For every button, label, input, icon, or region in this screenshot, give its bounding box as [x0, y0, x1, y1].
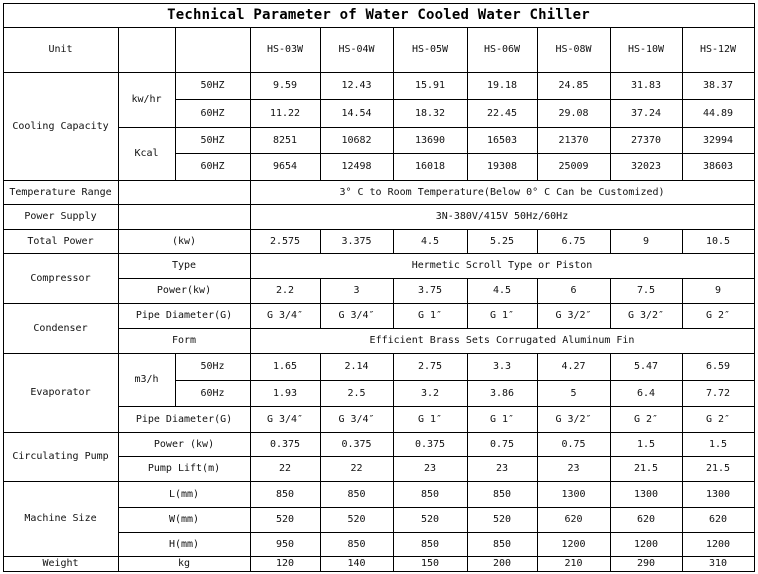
- cooling-capacity-value: 31.83: [630, 80, 662, 91]
- condenser-pipe-value: G 3/2″: [555, 310, 592, 321]
- evaporator-label: Evaporator: [30, 387, 91, 398]
- total-power-label: Total Power: [27, 235, 94, 247]
- pump-power-label: Power (kw): [153, 438, 215, 450]
- cooling-capacity-value: 21370: [558, 134, 589, 146]
- dimension-value: 1300: [633, 488, 659, 500]
- cooling-capacity-value: 22.45: [486, 107, 518, 119]
- cooling-capacity-value: 32023: [630, 161, 662, 172]
- circulating-pump-label: Circulating Pump: [12, 451, 109, 462]
- temperature-range-label: Temperature Range: [9, 186, 112, 198]
- total-power-value: 4.5: [420, 235, 440, 247]
- evaporator-flow-value: 6.59: [705, 361, 731, 372]
- pump-power-value: 0.375: [341, 438, 372, 450]
- dimension-value: 520: [420, 514, 440, 525]
- condenser-pipe-value: G 3/4″: [338, 310, 375, 321]
- dimension-value: 1300: [705, 488, 731, 500]
- weight-unit: kg: [177, 558, 191, 569]
- evaporator-flow-value: 2.75: [417, 361, 443, 372]
- dimension-value: 850: [492, 488, 512, 500]
- frequency-label: 50Hz: [200, 361, 225, 372]
- kw-unit-label: kw/hr: [131, 94, 162, 105]
- compressor-power-value: 4.5: [492, 285, 512, 296]
- evaporator-flow-value: 4.27: [561, 361, 586, 372]
- weight-label: Weight: [42, 558, 79, 569]
- cooling-capacity-value: 10682: [341, 134, 372, 146]
- evaporator-pipe-value: G 1″: [417, 413, 443, 425]
- cooling-capacity-value: 32994: [702, 134, 734, 146]
- dimension-value: 950: [275, 538, 295, 550]
- pump-lift-value: 22: [350, 463, 363, 474]
- evaporator-pipe-value: G 2″: [705, 413, 731, 425]
- cooling-capacity-value: 27370: [630, 134, 662, 146]
- unit-header: Unit: [48, 44, 73, 55]
- kcal-unit-label: Kcal: [134, 148, 159, 159]
- evaporator-flow-value: 3.86: [489, 387, 515, 399]
- dimension-value: 620: [564, 514, 583, 525]
- cooling-capacity-value: 11.22: [269, 107, 301, 119]
- model-header: HS-03W: [266, 44, 304, 55]
- evaporator-pipe-label: Pipe Diameter(G): [135, 413, 233, 425]
- evaporator-flow-value: 3.2: [420, 387, 440, 399]
- cooling-capacity-value: 44.89: [702, 107, 734, 119]
- cooling-capacity-value: 16018: [414, 161, 446, 172]
- pump-power-value: 0.375: [269, 438, 301, 450]
- weight-value: 140: [347, 558, 366, 569]
- model-header: HS-04W: [338, 44, 375, 55]
- dimension-label: W(mm): [168, 514, 200, 525]
- condenser-pipe-value: G 1″: [489, 310, 515, 321]
- model-header: HS-10W: [627, 44, 665, 55]
- cooling-capacity-value: 13690: [414, 134, 446, 146]
- dimension-value: 520: [347, 514, 366, 525]
- compressor-power-value: 6: [570, 285, 577, 296]
- evaporator-pipe-value: G 2″: [633, 413, 659, 425]
- cooling-capacity-value: 12498: [341, 161, 372, 172]
- evaporator-flow-value: 1.93: [272, 387, 298, 399]
- cooling-capacity-value: 9654: [272, 161, 298, 172]
- compressor-power-label: Power(kw): [156, 285, 212, 296]
- cooling-capacity-value: 24.85: [558, 80, 589, 91]
- pump-lift-value: 23: [567, 463, 580, 474]
- pump-power-value: 0.75: [489, 438, 515, 450]
- weight-value: 150: [420, 558, 440, 569]
- cooling-capacity-value: 37.24: [630, 107, 662, 119]
- cooling-capacity-value: 19308: [486, 161, 518, 172]
- pump-power-value: 0.375: [414, 438, 446, 450]
- cooling-capacity-value: 25009: [558, 161, 589, 172]
- evaporator-flow-value: 5.47: [633, 361, 659, 372]
- weight-value: 310: [708, 558, 728, 569]
- dimension-value: 620: [708, 514, 728, 525]
- model-header: HS-12W: [699, 44, 737, 55]
- dimension-value: 850: [420, 538, 440, 550]
- cooling-capacity-label: Cooling Capacity: [12, 120, 109, 132]
- frequency-label: 60HZ: [200, 161, 225, 172]
- fin-form-value: Efficient Brass Sets Corrugated Aluminum Fin: [369, 335, 635, 346]
- dimension-value: 620: [636, 514, 656, 525]
- frequency-label: 50HZ: [200, 80, 225, 91]
- model-header: HS-06W: [483, 44, 521, 55]
- dimension-value: 1300: [561, 488, 586, 500]
- model-header: HS-08W: [555, 44, 592, 55]
- pump-lift-value: 23: [423, 463, 437, 474]
- dimension-value: 850: [275, 488, 295, 500]
- pump-power-value: 0.75: [561, 438, 586, 450]
- condenser-pipe-value: G 3/2″: [627, 310, 665, 321]
- cooling-capacity-value: 19.18: [486, 80, 518, 91]
- cooling-capacity-value: 9.59: [272, 80, 298, 91]
- frequency-label: 60HZ: [200, 107, 225, 119]
- cooling-capacity-value: 38603: [702, 161, 734, 172]
- power-supply-label: Power Supply: [24, 211, 97, 222]
- pump-power-value: 1.5: [708, 438, 728, 450]
- compressor-power-value: 7.5: [636, 285, 656, 296]
- cooling-capacity-value: 15.91: [414, 80, 446, 91]
- compressor-power-value: 3.75: [417, 285, 443, 296]
- pump-lift-value: 22: [278, 463, 292, 474]
- compressor-power-value: 3: [353, 285, 360, 296]
- total-power-unit: (kw): [171, 235, 197, 247]
- total-power-value: 5.25: [489, 235, 515, 247]
- cooling-capacity-value: 12.43: [341, 80, 372, 91]
- evaporator-pipe-value: G 3/4″: [338, 413, 375, 425]
- dimension-value: 520: [492, 514, 512, 525]
- cooling-capacity-value: 14.54: [341, 107, 372, 119]
- table-title: Technical Parameter of Water Cooled Water Chiller: [167, 7, 590, 23]
- condenser-pipe-label: Pipe Diameter(G): [135, 310, 233, 321]
- dimension-value: 850: [347, 488, 366, 500]
- evaporator-flow-value: 7.72: [705, 387, 731, 399]
- dimension-value: 1200: [705, 538, 731, 550]
- temperature-range-value: 3° C to Room Temperature(Below 0° C Can be Customized): [339, 186, 665, 198]
- pump-lift-value: 21.5: [705, 463, 731, 474]
- pump-lift-value: 21.5: [633, 463, 659, 474]
- evaporator-pipe-value: G 1″: [489, 413, 515, 425]
- pump-lift-value: 23: [495, 463, 509, 474]
- compressor-power-value: 9: [714, 285, 722, 296]
- evaporator-flow-value: 6.4: [636, 387, 656, 399]
- dimension-value: 850: [420, 488, 440, 500]
- dimension-value: 520: [275, 514, 295, 525]
- evaporator-flow-value: 2.14: [344, 361, 369, 372]
- model-header: HS-05W: [411, 44, 449, 55]
- condenser-pipe-value: G 1″: [417, 310, 443, 321]
- total-power-value: 6.75: [561, 235, 586, 247]
- total-power-value: 2.575: [269, 235, 301, 247]
- condenser-pipe-value: G 3/4″: [266, 310, 304, 321]
- evaporator-flow-value: 5: [570, 387, 577, 399]
- pump-lift-label: Pump Lift(m): [147, 463, 221, 474]
- dimension-label: H(mm): [168, 538, 200, 550]
- weight-value: 210: [564, 558, 583, 569]
- cooling-capacity-value: 18.32: [414, 107, 446, 119]
- weight-value: 290: [636, 558, 656, 569]
- machine-size-label: Machine Size: [24, 513, 97, 524]
- flow-unit-label: m3/h: [134, 374, 159, 385]
- power-supply-value: 3N-380V/415V 50Hz/60Hz: [435, 211, 569, 222]
- evaporator-pipe-value: G 3/4″: [266, 413, 304, 425]
- fin-form-label: Form: [171, 335, 197, 346]
- evaporator-flow-value: 1.65: [272, 361, 298, 372]
- dimension-label: L(mm): [168, 488, 200, 500]
- dimension-value: 1200: [633, 538, 659, 550]
- cooling-capacity-value: 29.08: [558, 107, 589, 119]
- compressor-type-value: Hermetic Scroll Type or Piston: [411, 260, 593, 271]
- cooling-capacity-value: 38.37: [702, 80, 734, 91]
- dimension-value: 850: [347, 538, 366, 550]
- evaporator-flow-value: 3.3: [492, 361, 512, 372]
- frequency-label: 50HZ: [200, 134, 225, 146]
- frequency-label: 60Hz: [200, 387, 225, 399]
- cooling-capacity-value: 16503: [486, 134, 518, 146]
- condenser-label: Condenser: [33, 322, 88, 334]
- evaporator-pipe-value: G 3/2″: [555, 413, 592, 425]
- total-power-value: 10.5: [705, 235, 731, 247]
- compressor-power-value: 2.2: [275, 285, 295, 296]
- evaporator-flow-value: 2.5: [347, 387, 366, 399]
- total-power-value: 3.375: [341, 235, 372, 247]
- weight-value: 120: [275, 558, 295, 569]
- dimension-value: 850: [492, 538, 512, 550]
- dimension-value: 1200: [561, 538, 586, 550]
- pump-power-value: 1.5: [636, 438, 656, 450]
- cooling-capacity-value: 8251: [272, 134, 298, 146]
- compressor-label: Compressor: [30, 272, 91, 284]
- table-border: [3, 3, 755, 572]
- weight-value: 200: [492, 558, 512, 569]
- compressor-type-label: Type: [171, 260, 197, 271]
- condenser-pipe-value: G 2″: [705, 310, 731, 321]
- total-power-value: 9: [642, 235, 650, 247]
